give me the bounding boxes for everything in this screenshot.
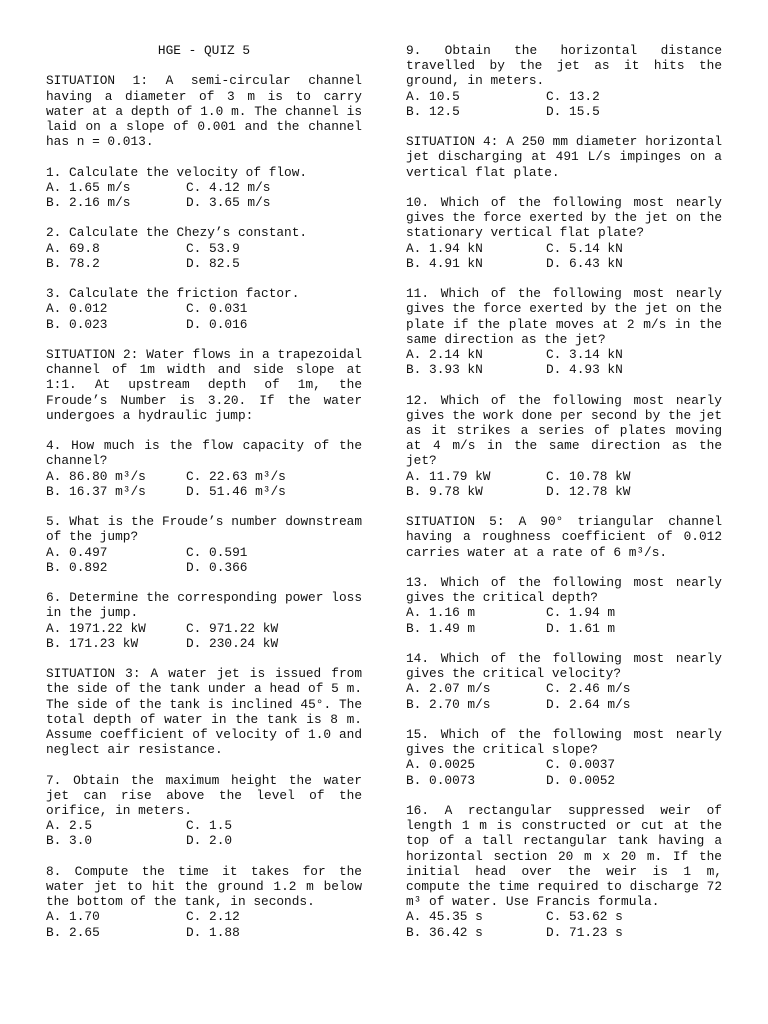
question-text: 6. Determine the corresponding power loss in the jump. (46, 590, 362, 621)
answer-option: C. 3.14 kN (546, 347, 623, 363)
option-row (46, 925, 362, 940)
answer-option: A. 2.5 (46, 818, 93, 834)
situation-text: SITUATION 1: A semi-circular channel having a diameter of 3 m is to carry water at a depth of 1.0 m. The channel is laid on a slope of 0.001 and the channel has n = 0.013. (46, 73, 362, 150)
answer-option: B. 2.16 m/s (46, 195, 131, 210)
answer-option: B. 0.892 (46, 559, 108, 575)
answer-option: A. 1.65 m/s (46, 179, 131, 195)
answer-option: C. 1.5 (186, 818, 233, 834)
situation-text: SITUATION 3: A water jet is issued from the side of the tank under a head of 5 m. The side of the tank is inclined 45°. The total depth of water in the tank is 8 m. Assume coefficient of velocity of 1.0 and neglect air resistance. (46, 666, 362, 758)
option-row (406, 681, 722, 696)
answer-options (46, 621, 362, 651)
answer-option: C. 22.63 m³/s (186, 468, 286, 484)
question-block (46, 514, 362, 575)
question-text: 10. Which of the following most nearly gives the force exerted by the jet on the stationary vertical flat plate? (406, 195, 722, 241)
answer-option: D. 230.24 kW (186, 635, 279, 651)
right-column (406, 43, 722, 955)
answer-option: D. 0.366 (186, 559, 248, 575)
question-text: 3. Calculate the friction factor. (46, 286, 300, 302)
answer-option: D. 15.5 (546, 103, 600, 119)
option-row (406, 362, 722, 377)
situation-text: SITUATION 2: Water flows in a trapezoidal channel of 1m width and side slope at 1:1. At upstream depth of 1m, the Froude’s Number is 3.20. If the water undergoes a hydraulic jump: (46, 346, 362, 423)
situation-block (406, 134, 722, 180)
answer-option: A. 86.80 m³/s (46, 468, 146, 484)
answer-option: C. 2.46 m/s (546, 681, 631, 697)
answer-option: B. 78.2 (46, 255, 100, 271)
question-block (46, 286, 362, 332)
option-row (46, 195, 362, 210)
question-block (46, 438, 362, 499)
answer-option: D. 1.61 m (546, 620, 616, 636)
situation-text: SITUATION 4: A 250 mm diameter horizontal jet discharging at 491 L/s impinges on a vertical flat plate. (406, 134, 722, 180)
answer-option: B. 171.23 kW (46, 635, 139, 651)
answer-option: C. 53.9 (186, 240, 240, 256)
answer-options (406, 605, 722, 635)
question-text: 4. How much is the flow capacity of the channel? (46, 438, 362, 469)
answer-option: A. 1.70 (46, 909, 100, 925)
question-block (406, 195, 722, 271)
question-text: 13. Which of the following most nearly gives the critical depth? (406, 575, 722, 606)
option-row (46, 469, 362, 484)
answer-option: C. 2.12 (186, 909, 240, 925)
option-row (46, 833, 362, 848)
option-row (46, 909, 362, 924)
answer-options (46, 818, 362, 848)
option-row (46, 256, 362, 271)
answer-option: C. 5.14 kN (546, 240, 623, 256)
answer-option: D. 3.65 m/s (186, 195, 271, 210)
answer-option: C. 0.031 (186, 301, 248, 317)
answer-option: A. 2.07 m/s (406, 681, 491, 697)
option-row (406, 241, 722, 256)
option-row (406, 697, 722, 712)
answer-option: C. 971.22 kW (186, 620, 279, 636)
answer-option: C. 53.62 s (546, 909, 623, 925)
answer-option: B. 3.93 kN (406, 362, 483, 378)
question-block (46, 590, 362, 651)
option-row (406, 757, 722, 772)
option-row (46, 301, 362, 316)
answer-option: C. 13.2 (546, 88, 600, 104)
answer-option: D. 82.5 (186, 255, 240, 271)
question-text: 2. Calculate the Chezy’s constant. (46, 225, 308, 241)
answer-option: B. 12.5 (406, 103, 460, 119)
answer-options (406, 89, 722, 119)
question-block (46, 773, 362, 849)
answer-option: A. 0.012 (46, 301, 108, 317)
answer-option: B. 16.37 m³/s (46, 483, 146, 499)
answer-options (46, 545, 362, 575)
option-row (406, 909, 722, 924)
question-block (406, 651, 722, 712)
answer-option: B. 0.0073 (406, 772, 476, 788)
answer-option: C. 0.0037 (546, 757, 616, 773)
answer-option: A. 1.94 kN (406, 240, 483, 256)
answer-option: A. 2.14 kN (406, 347, 483, 363)
answer-option: A. 10.5 (406, 88, 460, 104)
situation-text: SITUATION 5: A 90° triangular channel having a roughness coefficient of 0.012 carries water at a rate of 6 m³/s. (406, 514, 722, 560)
answer-option: A. 0.0025 (406, 757, 476, 773)
answer-option: B. 2.70 m/s (406, 696, 491, 712)
answer-options (46, 180, 362, 210)
answer-option: D. 2.64 m/s (546, 696, 631, 712)
question-text: 11. Which of the following most nearly gives the force exerted by the jet on the plate if the plate moves at 2 m/s in the same direction as the jet? (406, 286, 722, 347)
answer-option: D. 0.0052 (546, 772, 616, 788)
answer-option: A. 45.35 s (406, 909, 483, 925)
option-row (46, 818, 362, 833)
option-row (406, 621, 722, 636)
answer-option: C. 4.12 m/s (186, 179, 271, 195)
answer-option: B. 0.023 (46, 316, 108, 332)
right-items (406, 43, 722, 940)
answer-option: B. 36.42 s (406, 924, 483, 940)
answer-option: D. 12.78 kW (546, 483, 631, 499)
answer-options (406, 347, 722, 377)
situation-block (406, 514, 722, 560)
answer-option: C. 1.94 m (546, 605, 616, 621)
question-block (406, 393, 722, 499)
option-row (46, 180, 362, 195)
option-row (46, 241, 362, 256)
answer-option: B. 3.0 (46, 833, 93, 849)
answer-option: B. 9.78 kW (406, 483, 483, 499)
question-text: 7. Obtain the maximum height the water jet can rise above the level of the orifice, in meters. (46, 772, 362, 818)
question-block (406, 803, 722, 940)
answer-option: D. 71.23 s (546, 924, 623, 940)
option-row (406, 605, 722, 620)
question-text: 16. A rectangular suppressed weir of length 1 m is constructed or cut at the top of a tall rectangular tank having a horizontal section 20 m x 20 m. If the initial head over the weir is 1 m, compute the time required to discharge 72 m³ of water. Use Francis formula. (406, 803, 722, 910)
question-block (46, 864, 362, 940)
question-block (46, 225, 362, 271)
option-row (406, 89, 722, 104)
answer-options (406, 909, 722, 939)
answer-options (46, 301, 362, 331)
answer-options (406, 681, 722, 711)
answer-option: A. 1971.22 kW (46, 620, 146, 636)
answer-option: C. 10.78 kW (546, 468, 631, 484)
option-row (46, 484, 362, 499)
option-row (406, 104, 722, 119)
answer-option: D. 6.43 kN (546, 255, 623, 271)
answer-options (46, 241, 362, 271)
answer-option: B. 1.49 m (406, 620, 476, 636)
question-text: 8. Compute the time it takes for the water jet to hit the ground 1.2 m below the bottom of the tank, in seconds. (46, 863, 362, 910)
option-row (406, 484, 722, 499)
question-text: 5. What is the Froude’s number downstream of the jump? (46, 514, 362, 545)
answer-option: A. 1.16 m (406, 605, 476, 621)
option-row (406, 469, 722, 484)
question-block (406, 43, 722, 119)
answer-option: D. 51.46 m³/s (186, 483, 286, 499)
option-row (46, 560, 362, 575)
question-text: 9. Obtain the horizontal distance travelled by the jet as it hits the ground, in meters. (406, 43, 722, 89)
answer-option: D. 2.0 (186, 833, 233, 849)
question-block (406, 727, 722, 788)
answer-options (406, 241, 722, 271)
question-text: 14. Which of the following most nearly gives the critical velocity? (406, 651, 722, 682)
situation-block (46, 347, 362, 423)
answer-options (46, 909, 362, 939)
page-title: HGE - QUIZ 5 (157, 43, 251, 58)
answer-option: B. 4.91 kN (406, 255, 483, 271)
answer-option: D. 0.016 (186, 316, 248, 332)
answer-options (46, 469, 362, 499)
option-row (406, 347, 722, 362)
option-row (406, 773, 722, 788)
answer-option: D. 4.93 kN (546, 362, 623, 378)
question-block (406, 286, 722, 377)
answer-option: D. 1.88 (186, 924, 240, 940)
answer-options (406, 757, 722, 787)
question-text: 1. Calculate the velocity of flow. (46, 164, 308, 180)
option-row (406, 925, 722, 940)
left-column (46, 43, 362, 955)
left-items (46, 73, 362, 939)
answer-option: C. 0.591 (186, 544, 248, 560)
answer-option: A. 0.497 (46, 544, 108, 560)
option-row (46, 636, 362, 651)
answer-option: A. 69.8 (46, 240, 100, 256)
option-row (46, 545, 362, 560)
question-text: 15. Which of the following most nearly gives the critical slope? (406, 727, 722, 758)
option-row (46, 317, 362, 332)
option-row (46, 621, 362, 636)
situation-block (46, 666, 362, 757)
answer-option: B. 2.65 (46, 924, 100, 940)
question-text: 12. Which of the following most nearly gives the work done per second by the jet as it strikes a series of plates moving at 4 m/s in the same direction as the jet? (406, 392, 722, 469)
question-block (406, 575, 722, 636)
situation-block (46, 73, 362, 149)
option-row (406, 256, 722, 271)
answer-option: A. 11.79 kW (406, 468, 491, 484)
answer-options (406, 469, 722, 499)
question-block (46, 165, 362, 211)
